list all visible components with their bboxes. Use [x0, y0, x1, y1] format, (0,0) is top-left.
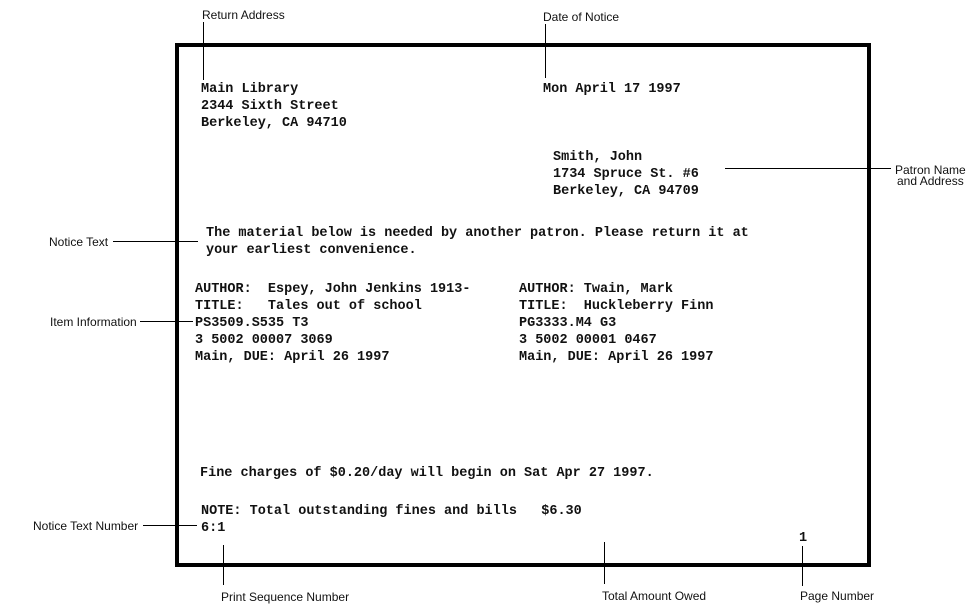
callout-and-address: and Address	[897, 174, 964, 188]
item-1-barcode: 3 5002 00007 3069	[195, 333, 333, 348]
notice-text-line-1: The material below is needed by another patron. Please return it at	[206, 226, 749, 241]
callout-total-amount-owed: Total Amount Owed	[602, 589, 707, 603]
outstanding-fines-note: NOTE: Total outstanding fines and bills $6.30	[201, 504, 582, 519]
leader-patron-name-address	[725, 168, 891, 169]
callout-print-sequence-number: Print Sequence Number	[221, 590, 350, 604]
item-2-title: TITLE: Huckleberry Finn	[519, 299, 714, 314]
leader-notice-text-number	[143, 525, 197, 526]
notice-sequence-number: 6:1	[201, 521, 226, 536]
patron-name: Smith, John	[553, 150, 643, 165]
return-address-line-3: Berkeley, CA 94710	[201, 116, 347, 131]
item-2-barcode: 3 5002 00001 0467	[519, 333, 657, 348]
notice-text-line-2: your earliest convenience.	[206, 243, 417, 258]
page-number: 1	[799, 531, 808, 546]
return-address-line-2: 2344 Sixth Street	[201, 99, 339, 114]
leader-date-of-notice	[545, 24, 546, 78]
patron-address-line-1: 1734 Spruce St. #6	[553, 167, 699, 182]
item-2-call-number: PG3333.M4 G3	[519, 316, 617, 331]
leader-page-number	[802, 546, 803, 586]
leader-notice-text	[113, 241, 198, 242]
leader-total-amount-owed	[604, 542, 605, 584]
callout-item-information: Item Information	[50, 315, 137, 329]
callout-notice-text: Notice Text	[49, 235, 109, 249]
return-address-line-1: Main Library	[201, 82, 299, 97]
item-2-due: Main, DUE: April 26 1997	[519, 350, 714, 365]
callout-page-number: Page Number	[800, 589, 875, 603]
notice-date: Mon April 17 1997	[543, 82, 681, 97]
item-1-call-number: PS3509.S535 T3	[195, 316, 309, 331]
leader-print-sequence-number	[223, 545, 224, 585]
callout-patron-name: Patron Name	[895, 163, 966, 177]
patron-address-line-2: Berkeley, CA 94709	[553, 184, 699, 199]
callout-return-address: Return Address	[202, 8, 285, 22]
fine-charges-text: Fine charges of $0.20/day will begin on Sat Apr 27 1997.	[200, 466, 654, 481]
item-1-due: Main, DUE: April 26 1997	[195, 350, 390, 365]
item-1-title: TITLE: Tales out of school	[195, 299, 422, 314]
item-2-author: AUTHOR: Twain, Mark	[519, 282, 673, 297]
callout-notice-text-number: Notice Text Number	[33, 519, 139, 533]
item-1-author: AUTHOR: Espey, John Jenkins 1913-	[195, 282, 471, 297]
callout-date-of-notice: Date of Notice	[543, 10, 620, 24]
leader-item-information	[140, 321, 193, 322]
leader-return-address	[203, 22, 204, 80]
